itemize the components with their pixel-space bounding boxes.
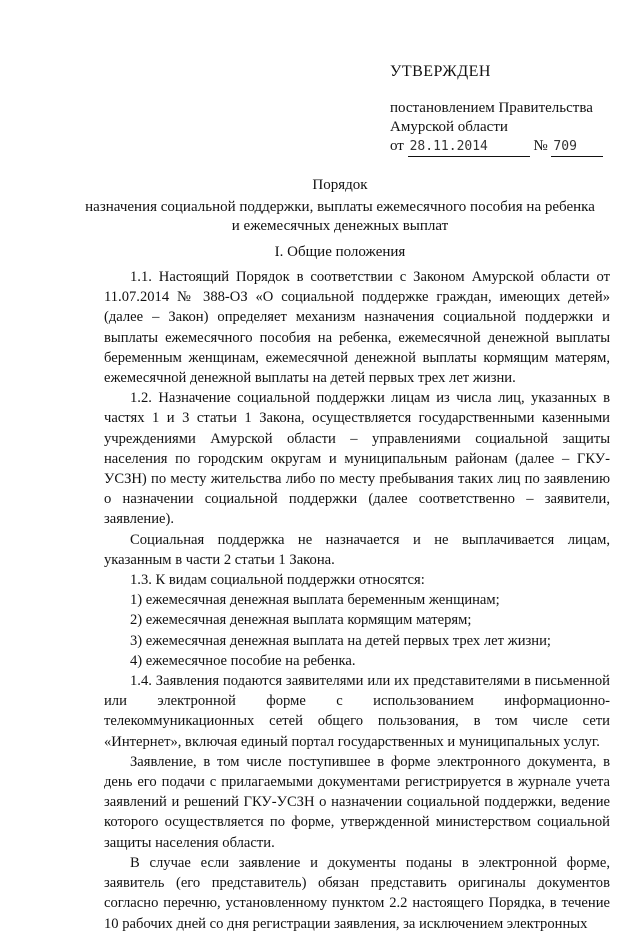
title-line-1: Порядок bbox=[312, 177, 368, 193]
list-item: 4) ежемесячное пособие на ребенка. bbox=[130, 652, 356, 669]
number-prefix: № bbox=[533, 138, 548, 154]
approval-date: 28.11.2014 bbox=[408, 137, 530, 157]
approval-date-line bbox=[390, 137, 630, 157]
paragraph: 1.3. К видам социальной поддержки относятся: bbox=[130, 572, 425, 589]
approval-block bbox=[390, 62, 630, 157]
paragraph: 1.1. Настоящий Порядок в соответствии с Законом Амурской области от 11.07.2014 № 388-ОЗ «О социальной поддержке граждан, имеющих детей» (далее – Закон) определяет механизм назначения социальной поддержки и выплаты ежемесячного пособия на ребенка, ежемесячной денежной выплаты беременным женщинам, ежемесячной денежной выплаты кормящим матерям, ежемесячной денежной выплаты на детей первых трех лет жизни. bbox=[104, 269, 610, 387]
title-line-2: назначения социальной поддержки, выплаты ежемесячного пособия на ребенка bbox=[85, 199, 595, 215]
paragraph: 1.2. Назначение социальной поддержки лицам из числа лиц, указанных в частях 1 и 3 статьи 1 Закона, осуществляется государственными казенными учреждениями Амурской области – управлениями социальной защиты населения по городским округам и муниципальным районам (далее – ГКУ-УСЗН) по месту жительства либо по месту пребывания таких лиц по заявлению о назначении социальной поддержки (далее соответственно – заявители, заявление). bbox=[104, 390, 610, 528]
document-body bbox=[104, 267, 610, 934]
list-item: 1) ежемесячная денежная выплата беременным женщинам; bbox=[130, 592, 500, 609]
approval-heading: УТВЕРЖДЕН bbox=[390, 63, 491, 80]
document-title bbox=[70, 176, 610, 236]
approval-number: 709 bbox=[551, 137, 603, 157]
title-line-3: и ежемесячных денежных выплат bbox=[231, 218, 449, 234]
date-prefix: от bbox=[390, 138, 404, 154]
paragraph: Социальная поддержка не назначается и не выплачивается лицам, указанным в части 2 статьи 1 Закона. bbox=[104, 531, 610, 568]
paragraph: 1.4. Заявления подаются заявителями или их представителями в письменной или электронной форме с использованием информационно-телекоммуникационных сетей общего пользования, в том числе сети «Интернет», включая единый портал государственных и муниципальных услуг. bbox=[104, 673, 610, 750]
approval-line-1: постановлением Правительства bbox=[390, 100, 593, 116]
section-heading: I. Общие положения bbox=[274, 244, 406, 260]
list-item: 2) ежемесячная денежная выплата кормящим матерям; bbox=[130, 612, 472, 629]
list-item: 3) ежемесячная денежная выплата на детей первых трех лет жизни; bbox=[130, 632, 551, 649]
paragraph: Заявление, в том числе поступившее в форме электронного документа, в день его подачи с прилагаемыми документами регистрируется в журнале учета заявлений и решений ГКУ-УСЗН о назначении социальной поддержки, ведение которого осуществляется по форме, утвержденной министерством социальной защиты населения области. bbox=[104, 753, 610, 851]
approval-line-2: Амурской области bbox=[390, 119, 508, 135]
paragraph: В случае если заявление и документы поданы в электронной форме, заявитель (его представитель) обязан представить оригиналы документов согласно перечню, установленному пунктом 2.2 настоящего Порядка, в течение 10 рабочих дней со дня регистрации заявления, за исключением электронных bbox=[104, 854, 610, 932]
